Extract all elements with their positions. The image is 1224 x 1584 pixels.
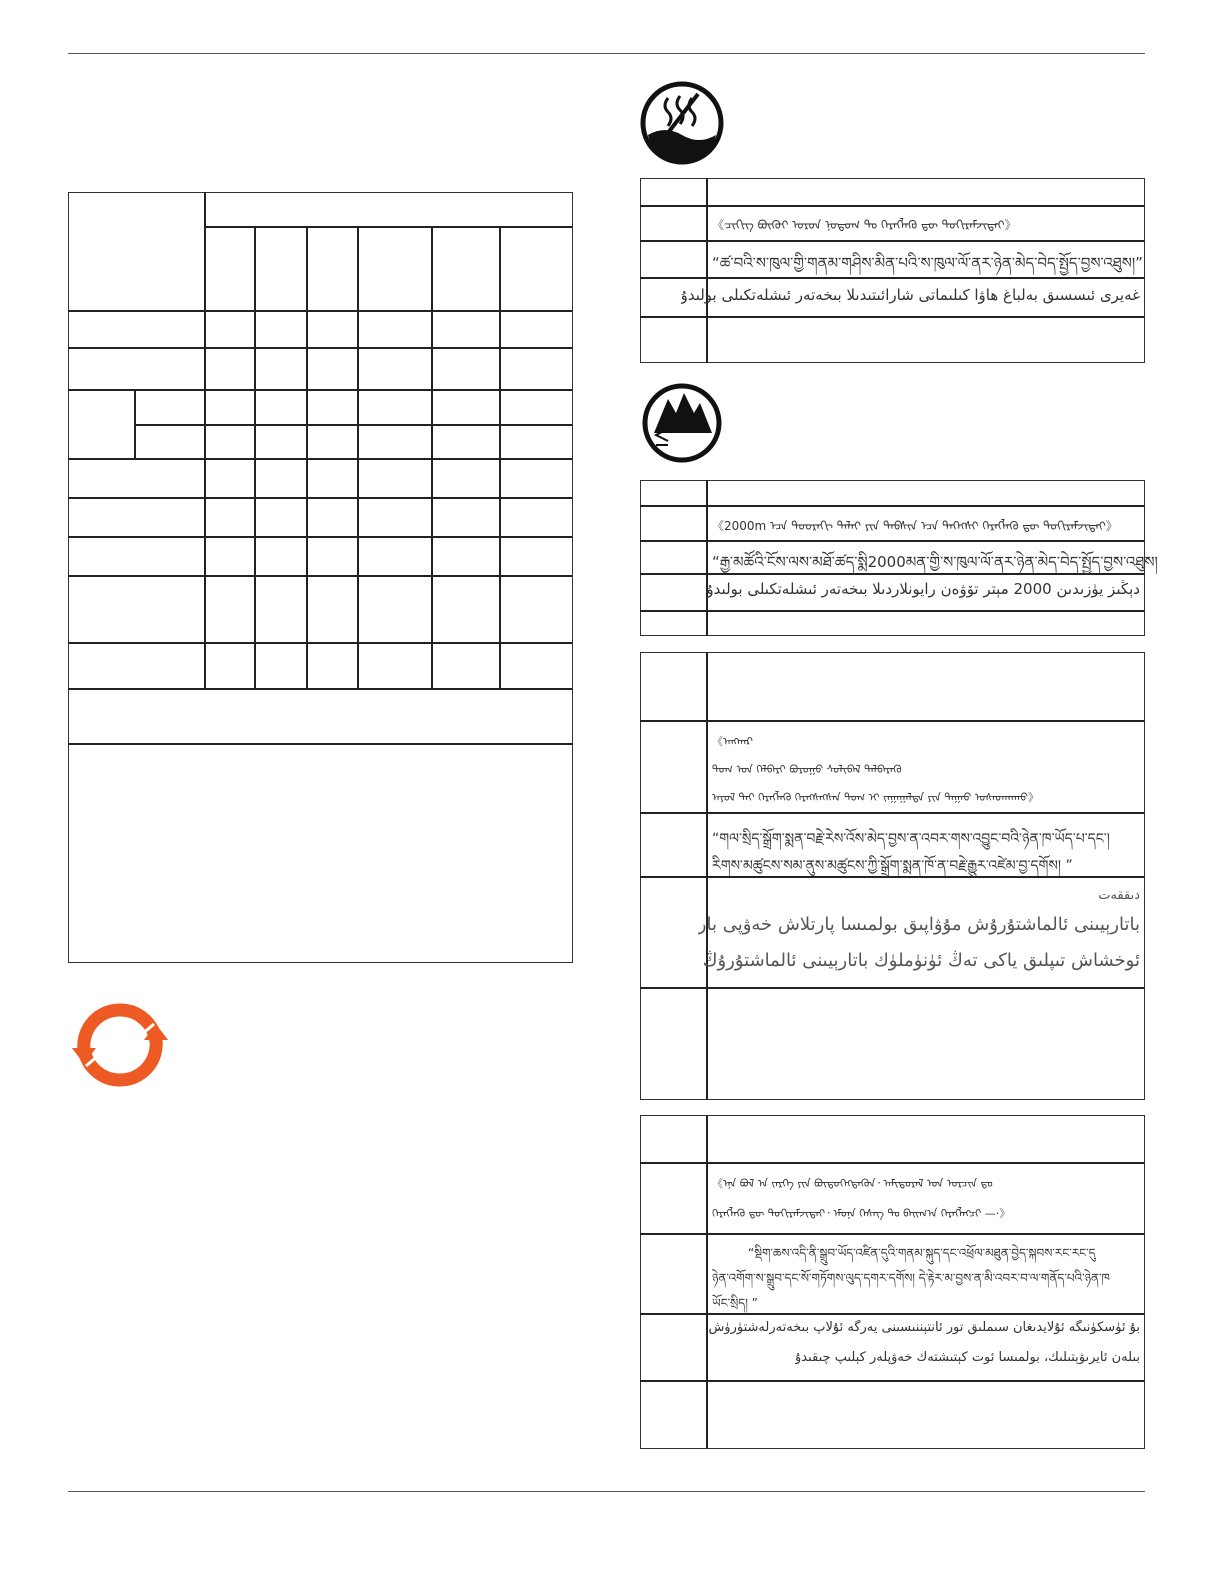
table-rule (204, 226, 572, 228)
mongolian-text: ᠠᠶᠤᠯ ᠲᠠᠢ ᠬᠡᠷᠡᠭᠯᠡᠬᠦ ᠬᠡᠷᠡᠭᠰᠡᠭᠰᠡᠨ ᠲᠤᠭ ᠢ ᠵᠠᠭᠠᠭᠠᠯᠳᠠ ᠶᠢᠨ ᠳᠠᠭᠠᠤ ᠤᠰᠠᠳᠬᠠᠬᠤ》 (712, 791, 1040, 804)
table-rule (640, 316, 1145, 318)
table-rule (68, 688, 572, 690)
table-rule (640, 987, 1145, 989)
table-rule (640, 1162, 1145, 1164)
tibetan-text: རིགས་མཚུངས་སམ་ནུས་མཚུངས་ཀྱི་སྒྲོག་སྨན་ཁོ་ན་བརྗེ་རྒྱུར་འཛེམ་བྱ་དགོས། ” (712, 858, 1073, 874)
uyghur-text: ئوخشاش تىپلىق ياكى تەڭ ئۈنۈملۈك باتارېيىنى ئالماشتۇرۇڭ (702, 950, 1140, 971)
no-humid-climate-icon (640, 80, 724, 166)
mongolian-text: 《ᠡᠨᠡ ᠪᠣᠯ ᠠ ᠵᠡᠷᠭᠡ ᠶᠢᠨ ᠪᠦᠲᠦᠭᠡᠭᠳᠡᠬᠦᠨ᠂ ᠠᠮᠢᠳᠤᠷᠠᠯ ᠤᠨ ᠣᠷᠴᠢᠨ ᠳᠤ (712, 1177, 993, 1190)
eco-recycle-icon (70, 1000, 170, 1090)
table-rule (640, 720, 1145, 722)
mongolian-text: 《ᠴᠢᠭᠢᠭ ᠪᠦᠬᠦᠢ ᠤᠷᠤᠨ ᠨᠤᠲᠤᠭ ᠲᠤ ᠬᠡᠷᠡᠭᠯᠡᠬᠦ ᠳᠦ ᠲᠣᠬᠢᠷᠠᠮᠵᠢᠲᠠᠢ》 (712, 218, 1017, 232)
table-rule (68, 389, 572, 391)
table-rule (68, 743, 573, 745)
table-rule (68, 347, 572, 349)
table-rule (640, 540, 1145, 542)
table-rule (306, 226, 308, 688)
table-rule (134, 424, 572, 426)
table-rule (68, 458, 572, 460)
uyghur-text: دىققەت (1098, 888, 1140, 903)
uyghur-text: بىلەن ئايرىۋېتىلىك، بولمىسا ئوت كېتىشتەك خەۋپلەر كېلىپ چىقىدۇ (795, 1350, 1140, 1365)
table-rule (68, 536, 572, 538)
table-rule (68, 575, 572, 577)
footer-rule (68, 1491, 1145, 1492)
table-rule (706, 480, 708, 636)
uyghur-text: باتارېيىنى ئالماشتۇرۇش مۇۋاپىق بولمىسا پارتلاش خەۋپى بار (697, 914, 1140, 935)
mongolian-text: ᠲᠤᠭ ᠤᠨ ᠬᠡᠯᠪᠡᠷᠢ ᠪᠤᠷᠤᠭᠤ ᠰᠣᠯᠢᠪᠠᠯ ᠳᠡᠯᠪᠡᠷᠡᠬᠦ (712, 763, 902, 776)
header-rule (68, 53, 1145, 54)
table-rule (706, 1115, 708, 1449)
table-rule (640, 1233, 1145, 1235)
table-rule (640, 205, 1145, 207)
uyghur-text: بۇ ئۈسكۈنىگە ئۇلايدىغان سىملىق تور ئانتېننىسىنى يەرگە ئۇلاپ بىخەتەرلەشتۈرۈش (708, 1320, 1140, 1335)
tibetan-text: “རྒྱ་མཚོའི་ངོས་ལས་མཐོ་ཚད་སྨི2000མན་གྱི་ས་ཁུལ་ལོ་ནར་ཉེན་མེད་བེད་སྤྱོད་བྱས་འཐུས། (712, 553, 1158, 571)
tibetan-text: “གལ་སྲིད་སྒྲོག་སྨན་བརྗེ་རེས་འོས་མེད་བྱས་ན་འབར་གས་འབྱུང་བའི་ཉེན་ཁ་ཡོད་པ་དང་། (712, 831, 1110, 847)
table-rule (640, 812, 1145, 814)
table-rule (431, 226, 433, 688)
mongolian-text: ᠬᠡᠷᠡᠭᠯᠡᠬᠦ ᠳᠦ ᠲᠣᠬᠢᠷᠠᠮᠵᠢᠲᠠᠢ᠂ ᠡᠮᠦᠨᠡ ᠬᠡᠰᠡᠭ ᠲᠤ ᠪᠠᠢᠭ᠎ᠠ ᠬᠡᠷᠡᠭᠯᠡᠭᠴᠢ —·》 (712, 1207, 1011, 1220)
altitude-2000m-icon (640, 383, 724, 463)
table-rule (499, 226, 501, 688)
tibetan-text: “ཚ་བའི་ས་ཁུལ་གྱི་གནམ་གཤིས་མིན་པའི་ས་ཁུལ་ལོ་ནར་ཉེན་མེད་བེད་སྤྱོད་བྱས་འཐུས།” (712, 254, 1143, 272)
uyghur-text: دېڭىز يۈزىدىن 2000 مېتر تۆۋەن رايونلاردىلا بىخەتەر ئىشلەتكىلى بولىدۇ (706, 580, 1140, 598)
table-rule (640, 610, 1145, 612)
table-rule (254, 226, 256, 688)
table-rule (134, 389, 136, 458)
tibetan-text: ཉེན་འགོག་ས་སྒྲུབ་དང་སོ་གཏོགས་ལུད་དགར་དགོས། དེ་རྟེར་མ་བྱས་ན་མི་འབར་བ་ལ་གནོད་པའི་ཉེན་ཁ (712, 1271, 1110, 1285)
table-rule (68, 310, 572, 312)
table-rule (357, 226, 359, 688)
uyghur-text: غەيرى ئىسسىق بەلباغ هاۋا كىلىماتى شارائىتىدىلا بىخەتەر ئىشلەتكىلى بولىدۇ (680, 286, 1140, 304)
mongolian-text: 《2000m ᠡᠴᠡ ᠳᠣᠣᠷᠠᠬᠢ ᠳᠠᠯᠠᠢ ᠶᠢᠨ ᠲᠡᠪᠰᠢᠨ ᠡᠴᠡ ᠳᠡᠭᠡᠭᠰᠢ ᠬᠡᠷᠡᠭᠯᠡᠬᠦ ᠳᠦ ᠲᠣᠬᠢᠷᠠᠮᠵᠢᠲᠠᠢ》 (712, 519, 1118, 533)
table-rule (68, 497, 572, 499)
table-rule (640, 240, 1145, 242)
tibetan-text: ཡོང་སྲིད། ” (712, 1296, 758, 1310)
table-rule (640, 505, 1145, 507)
table-rule (204, 192, 206, 688)
table-rule (640, 1380, 1145, 1382)
mongolian-text: 《ᠠᠩᠬᠠᠷ (712, 735, 753, 748)
tibetan-text: “སྡིག་ཆས་འདི་ནི་སྒྲུབ་ཡོད་འཛིན་དུའི་གནམ་སྐུད་དང་འཕྲོལ་མཐུན་བྱེད་སྐབས་རང་རང་དུ (748, 1246, 1096, 1260)
table-rule (68, 642, 572, 644)
